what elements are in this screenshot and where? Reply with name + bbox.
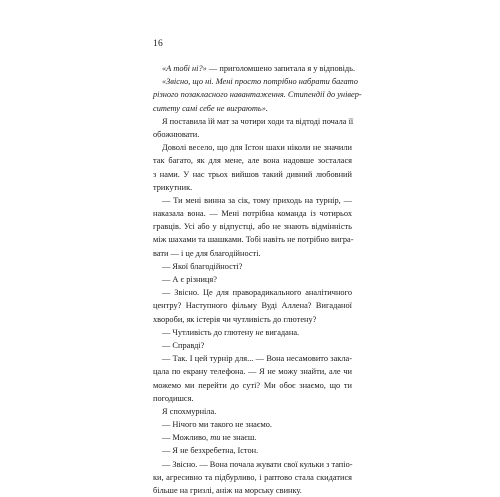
body-text xyxy=(153,62,362,497)
text-run: — Можливо, xyxy=(162,433,211,443)
text-run: — Так. І цей турнір для... — Вона несамовито закла- xyxy=(162,354,352,364)
text-run: — А є різниця? xyxy=(162,275,217,284)
text-run: вати — і це для благодійності. xyxy=(153,248,261,258)
text-line xyxy=(153,444,352,457)
text-line xyxy=(153,220,352,233)
text-run: центру? Наступного фільму Вуді Аллена? Вигаданої xyxy=(153,301,352,311)
text-run: Я поставила їй мат за чотири ходи та відтоді почала її xyxy=(162,116,354,126)
text-run: — Звісно. Це для праворадикального аналітичного xyxy=(162,288,352,298)
text-line xyxy=(153,102,352,115)
text-line xyxy=(153,128,352,141)
text-run: обожнювати. xyxy=(153,129,200,139)
text-line xyxy=(153,247,352,260)
text-run: більше на гризлі, аніж на морську свинку. xyxy=(153,486,302,495)
text-line xyxy=(153,458,352,471)
text-line xyxy=(153,194,352,207)
italic-text: різного позакласного навантаження. Стипендії до універ- xyxy=(153,90,362,100)
text-run: — Чутливість до глютену xyxy=(162,327,256,337)
text-line xyxy=(153,405,352,418)
text-line xyxy=(153,313,352,326)
text-run: так багато, як для мене, але вона надовше зосталася xyxy=(153,156,352,166)
text-line xyxy=(153,260,352,273)
text-run: Я спохмурніла. xyxy=(162,406,217,416)
text-line xyxy=(153,299,352,312)
text-run: цала по екрану телефона. — Я не можу знайти, але чи xyxy=(153,367,352,377)
text-line xyxy=(153,207,352,220)
text-run: між шахами та шашками. Тобі навіть не потрібно вигра- xyxy=(153,235,354,245)
text-run: — приголомшено запитала я у відповідь. xyxy=(206,64,356,73)
text-line xyxy=(153,88,362,101)
text-line xyxy=(153,352,352,365)
italic-text: «А тобі ні?» xyxy=(162,64,207,73)
italic-text: ситету самі себе не виграють». xyxy=(153,103,268,113)
text-run: хвороби, як істерія чи чутливість до глютену? xyxy=(153,314,317,324)
text-run: — Нічого ми такого не знаємо. xyxy=(162,420,273,430)
text-line xyxy=(153,141,352,154)
text-run: Доволі весело, що для Істон шахи ніколи не значили xyxy=(162,143,352,153)
text-line xyxy=(153,484,352,497)
text-run: вигадана. xyxy=(263,327,300,337)
text-run: з нами. У нас трьох вийшов такий дивний любовний xyxy=(153,169,352,179)
text-line xyxy=(153,326,352,339)
text-run: наказала вона. — Мені потрібна команда із чотирьох xyxy=(153,209,352,219)
text-run: ки, агресивно та підбурливо, і раптово стала скидатися xyxy=(153,472,352,482)
text-line xyxy=(153,392,352,405)
italic-text: ти xyxy=(210,433,221,443)
page-number: 16 xyxy=(153,39,163,49)
text-line xyxy=(153,365,352,378)
text-run: можемо ми перейти до суті? Ми обоє знаємо, що ти xyxy=(153,380,352,390)
text-line xyxy=(153,471,352,484)
text-run: не знаєш. xyxy=(220,433,257,443)
text-line xyxy=(153,431,352,444)
italic-text: «Звісно, що ні. Мені просто потрібно набрати багато xyxy=(162,77,358,87)
text-line xyxy=(153,379,352,392)
text-line xyxy=(153,62,356,75)
text-run: — Справді? xyxy=(162,340,205,350)
text-line xyxy=(153,339,352,352)
text-line xyxy=(153,115,352,128)
text-run: — Звісно. — Вона почала жувати свої кульки з тапіо- xyxy=(162,459,353,469)
text-run: — Я не безхребетна, Істон. xyxy=(162,446,259,456)
text-line xyxy=(153,286,352,299)
text-line xyxy=(153,233,352,246)
text-run: трикутник. xyxy=(153,182,193,192)
text-line xyxy=(153,418,352,431)
text-line xyxy=(153,273,352,286)
text-run: — Ти мені винна за сік, тому приходь на турнір, — xyxy=(162,195,352,205)
text-run: погодишся. xyxy=(153,393,194,403)
text-line xyxy=(153,75,358,88)
text-line xyxy=(153,181,352,194)
text-run: — Якої благодійності? xyxy=(162,261,243,271)
text-run: гравців. Усі або у відпустці, або не знають відмінність xyxy=(153,222,352,232)
text-line xyxy=(153,168,352,181)
text-line xyxy=(153,154,352,167)
italic-text: не xyxy=(255,327,264,337)
